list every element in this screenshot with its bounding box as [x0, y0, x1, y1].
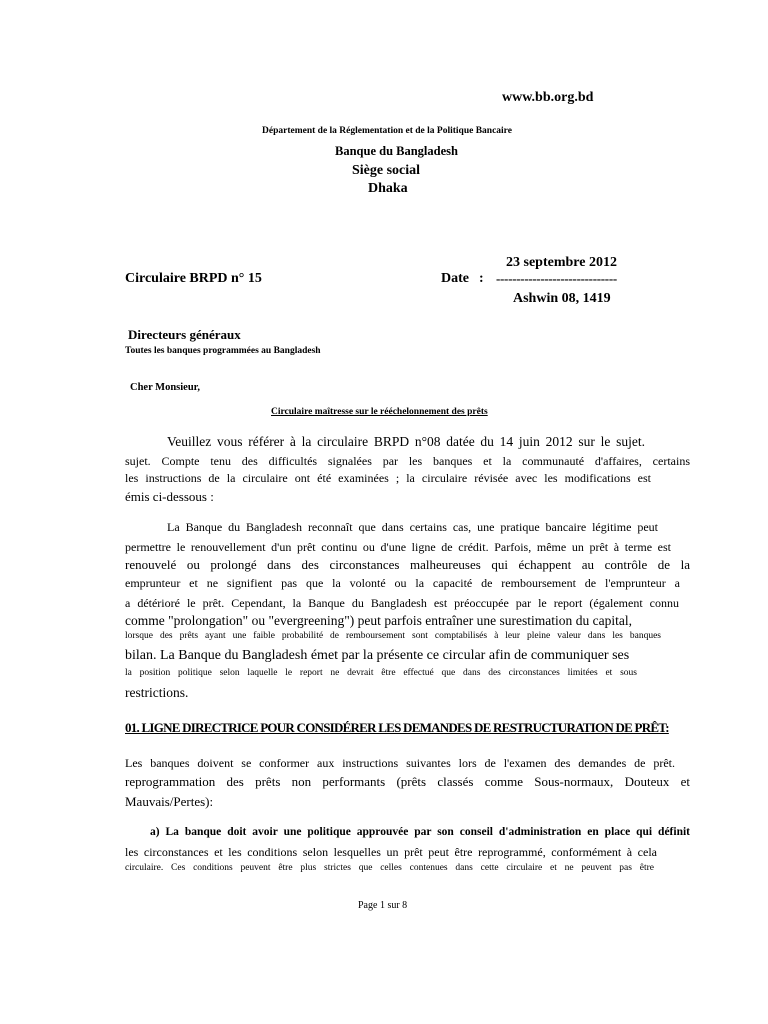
para2-line: renouvelé ou prolongé dans des circonstances malheureuses qui échappent au contrôle de la [125, 557, 690, 572]
para2-line: lorsque des prêts ayant une faible probabilité de remboursement sont comptabilisés à leur pleine valeur dans les banques [125, 631, 661, 641]
department-name: Département de la Réglementation et de la Politique Bancaire [262, 126, 512, 136]
city-name: Dhaka [368, 181, 408, 196]
section-heading: 01. LIGNE DIRECTRICE POUR CONSIDÉRER LES DEMANDES DE RESTRUCTURATION DE PRÊT: [125, 720, 669, 735]
para2-line: comme "prolongation" ou "evergreening") peut parfois entraîner une surestimation du capital, [125, 613, 632, 628]
salutation: Cher Monsieur, [130, 382, 201, 393]
recipients-subtitle: Toutes les banques programmées au Bangladesh [125, 346, 321, 356]
recipients-title: Directeurs généraux [128, 327, 241, 342]
subject-line: Circulaire maîtresse sur le rééchelonnement des prêts [271, 407, 488, 417]
page-number: Page 1 sur 8 [358, 900, 408, 911]
para2-line: La Banque du Bangladesh reconnaît que dans certains cas, une pratique bancaire légitime peut [167, 520, 658, 534]
date-bengali: Ashwin 08, 1419 [513, 291, 611, 306]
para1-line: émis ci-dessous : [125, 489, 214, 504]
date-colon: : [479, 271, 484, 286]
bank-name: Banque du Bangladesh [335, 144, 458, 158]
website-url: www.bb.org.bd [502, 90, 594, 105]
office-name: Siège social [352, 163, 421, 178]
section1-intro-line: reprogrammation des prêts non performants (prêts classés comme Sous-normaux, Douteux et [125, 774, 690, 789]
date-separator: ------------------------------ [496, 271, 617, 286]
para2-line: bilan. La Banque du Bangladesh émet par la présente ce circular afin de communiquer ses [125, 648, 630, 663]
item-a-line: circulaire. Ces conditions peuvent être plus strictes que celles contenues dans cette circulaire et ne peuvent pas être [125, 863, 654, 873]
para2-line: permettre le renouvellement d'un prêt continu ou d'une ligne de crédit. Parfois, même un prêt à terme est [125, 540, 671, 554]
item-a-line: les circonstances et les conditions selon lesquelles un prêt peut être reprogrammé, conformément à cela [125, 845, 657, 859]
para2-line: a détérioré le prêt. Cependant, la Banque du Bangladesh est préoccupée par le report (également connu [125, 596, 679, 610]
date-label: Date [441, 271, 469, 286]
para1-line: les instructions de la circulaire ont été examinées ; la circulaire révisée avec les modifications est [125, 471, 651, 485]
date-gregorian: 23 septembre 2012 [506, 255, 617, 270]
section1-intro-line: Les banques doivent se conformer aux instructions suivantes lors de l'examen des demandes de prêt. [125, 756, 675, 770]
para1-line: sujet. Compte tenu des difficultés signalées par les banques et la communauté d'affaires, certains [125, 454, 690, 468]
item-a-line: a) La banque doit avoir une politique approuvée par son conseil d'administration en place qui définit [150, 826, 690, 838]
para1-line: Veuillez vous référer à la circulaire BRPD n°08 datée du 14 juin 2012 sur le sujet. [167, 434, 645, 449]
para2-line: emprunteur et ne signifient pas que la volonté ou la capacité de remboursement de l'emprunteur a [125, 576, 680, 590]
para2-line: la position politique selon laquelle le report ne devrait être effectué que dans des circonstances limitées et sous [125, 668, 637, 678]
para2-line: restrictions. [125, 685, 189, 700]
section1-intro-line: Mauvais/Pertes): [125, 794, 214, 809]
circular-reference: Circulaire BRPD n° 15 [125, 271, 262, 286]
